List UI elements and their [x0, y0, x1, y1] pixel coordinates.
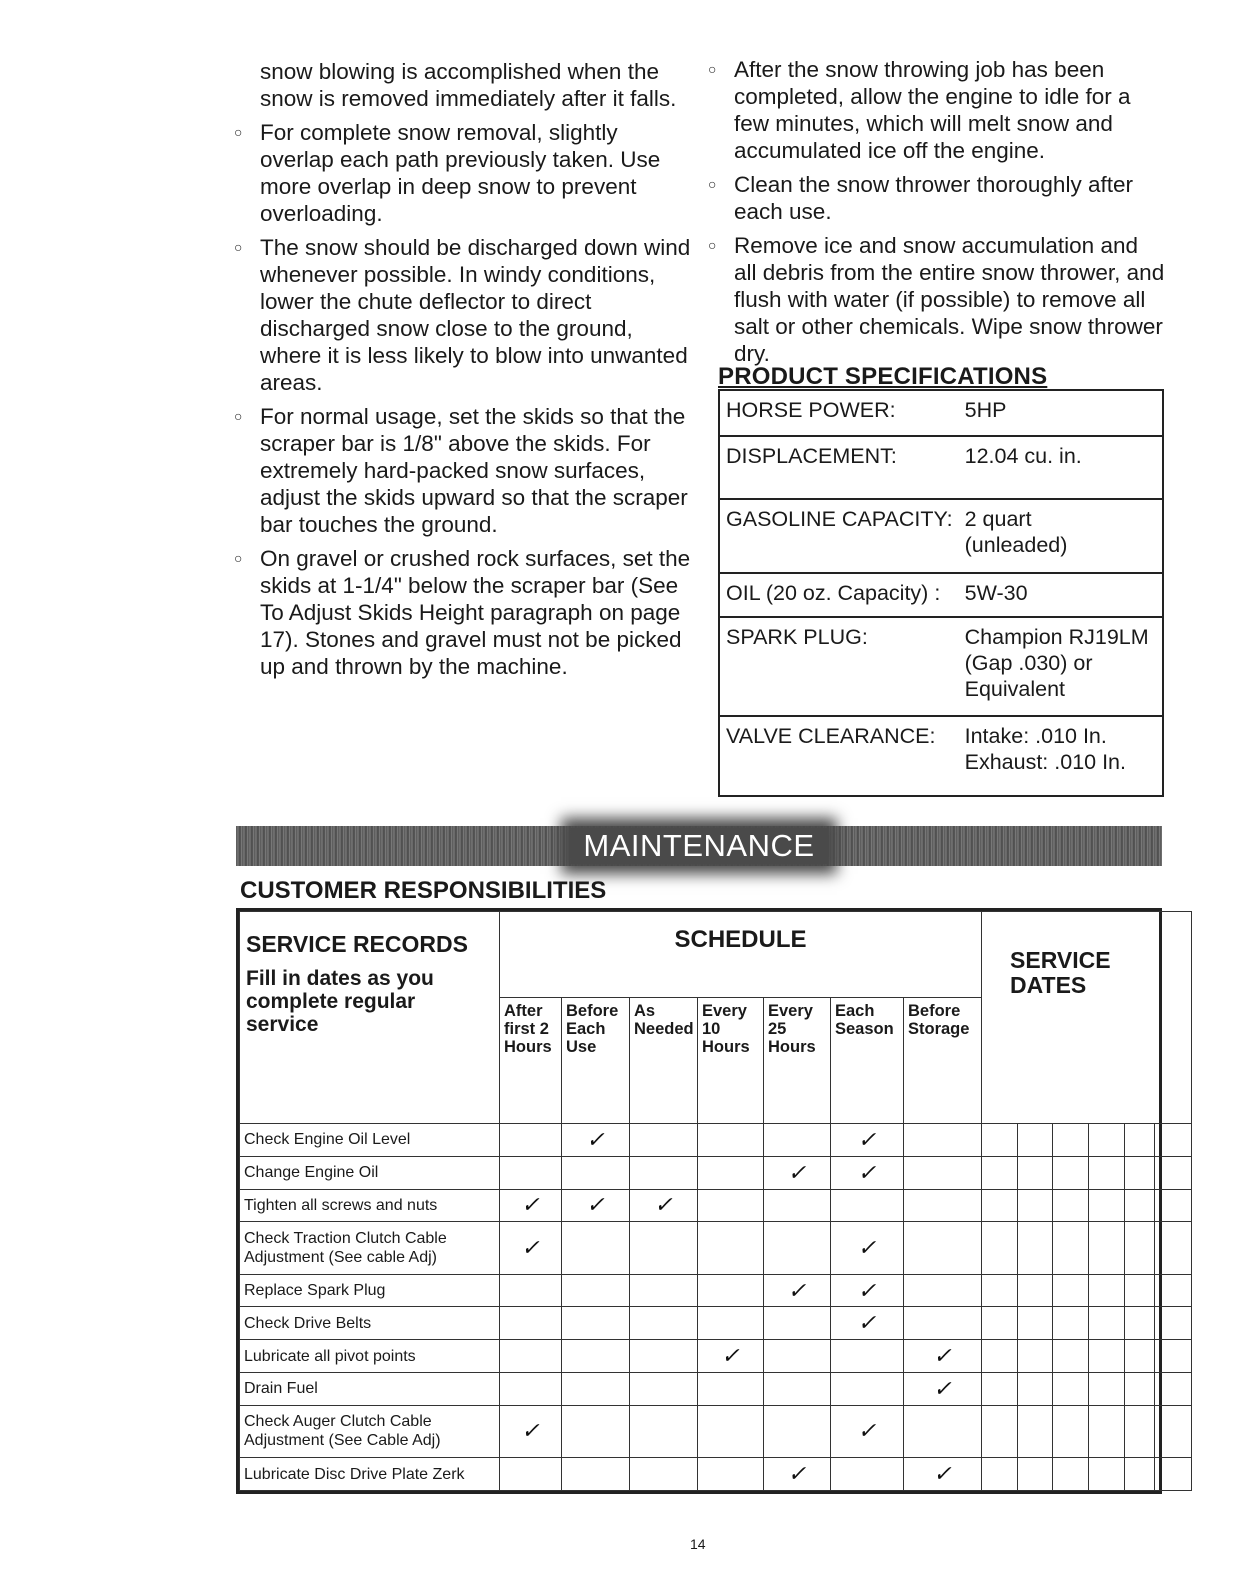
schedule-column-header [500, 998, 562, 1124]
service-date-cell[interactable] [1155, 1156, 1192, 1189]
customer-responsibilities-heading: CUSTOMER RESPONSIBILITIES [240, 877, 607, 904]
service-date-cell[interactable] [1053, 1307, 1089, 1340]
schedule-cell [500, 1458, 562, 1491]
task-name: Change Engine Oil [240, 1156, 500, 1189]
service-date-cell[interactable] [1089, 1124, 1125, 1157]
schedule-cell [562, 1222, 630, 1274]
schedule-column-label: Before Storage [908, 1002, 970, 1038]
schedule-cell [764, 1222, 831, 1274]
paragraph-text: snow blowing is accomplished when the snow is removed immediately after it falls. [260, 59, 677, 111]
service-date-cell[interactable] [1155, 1373, 1192, 1406]
service-date-cell[interactable] [1125, 1124, 1155, 1157]
schedule-cell [562, 1274, 630, 1307]
schedule-cell [831, 1189, 904, 1222]
service-date-cell[interactable] [1053, 1340, 1089, 1373]
spec-row [719, 436, 1163, 498]
table-row [240, 1458, 1192, 1491]
schedule-cell [831, 1458, 904, 1491]
service-date-cell[interactable] [1089, 1222, 1125, 1274]
spec-value: 2 quart [964, 506, 1032, 531]
service-date-cell[interactable] [1018, 1373, 1053, 1406]
product-specifications-heading: PRODUCT SPECIFICATIONS [718, 363, 1048, 390]
spec-row [719, 573, 1163, 617]
schedule-cell [500, 1340, 562, 1373]
task-name: Replace Spark Plug [240, 1274, 500, 1307]
service-date-cell[interactable] [1155, 1405, 1192, 1457]
bullet-icon [234, 545, 242, 572]
schedule-cell [562, 1373, 630, 1406]
service-date-cell[interactable] [982, 1340, 1018, 1373]
service-date-cell[interactable] [1155, 1222, 1192, 1274]
service-date-cell[interactable] [982, 1307, 1018, 1340]
schedule-column-header [698, 998, 764, 1124]
table-row [240, 1222, 1192, 1274]
service-date-cell[interactable] [1018, 1156, 1053, 1189]
schedule-cell [630, 1156, 698, 1189]
spec-label: OIL (20 oz. Capacity) : [719, 573, 959, 617]
spec-value-cell [959, 617, 1163, 715]
schedule-cell [831, 1340, 904, 1373]
task-name: Drain Fuel [240, 1373, 500, 1406]
check-mark-icon: ✓ [904, 1373, 982, 1406]
maintenance-banner-title: MAINTENANCE [571, 828, 826, 864]
schedule-cell [764, 1189, 831, 1222]
schedule-cell [904, 1189, 982, 1222]
service-records-instructions: Fill in dates as you complete regular service [246, 967, 434, 1036]
check-mark-icon: ✓ [500, 1222, 562, 1274]
spec-row [719, 499, 1163, 573]
check-mark-icon: ✓ [831, 1156, 904, 1189]
service-date-cell[interactable] [1053, 1458, 1089, 1491]
schedule-cell [630, 1307, 698, 1340]
spec-row [719, 390, 1163, 436]
service-date-cell[interactable] [982, 1189, 1018, 1222]
service-date-cell[interactable] [1155, 1189, 1192, 1222]
schedule-cell [698, 1405, 764, 1457]
paragraph [232, 403, 692, 538]
task-name: Check Traction Clutch Cable Adjustment (See cable Adj) [240, 1222, 500, 1274]
paragraph [706, 171, 1166, 225]
service-date-cell[interactable] [1155, 1307, 1192, 1340]
schedule-cell [500, 1307, 562, 1340]
schedule-cell [562, 1340, 630, 1373]
check-mark-icon: ✓ [562, 1189, 630, 1222]
spec-value: 5W-30 [964, 580, 1028, 605]
product-specifications-table [718, 389, 1164, 797]
service-date-cell[interactable] [1053, 1405, 1089, 1457]
schedule-cell [562, 1307, 630, 1340]
table-row [240, 1340, 1192, 1373]
service-date-cell[interactable] [1089, 1274, 1125, 1307]
schedule-cell [562, 1405, 630, 1457]
service-date-cell[interactable] [1125, 1222, 1155, 1274]
schedule-cell [562, 1156, 630, 1189]
table-row [240, 1405, 1192, 1457]
service-records-title: SERVICE RECORDS [246, 931, 468, 957]
schedule-cell [630, 1222, 698, 1274]
spec-label: SPARK PLUG: [719, 617, 959, 715]
bullet-icon [708, 232, 716, 259]
service-date-cell[interactable] [1155, 1274, 1192, 1307]
service-dates-title: SERVICE DATES [982, 912, 1192, 1124]
check-mark-icon: ✓ [698, 1340, 764, 1373]
service-date-cell[interactable] [1089, 1373, 1125, 1406]
service-date-cell[interactable] [1053, 1189, 1089, 1222]
service-date-cell[interactable] [1125, 1189, 1155, 1222]
service-date-cell[interactable] [982, 1222, 1018, 1274]
schedule-cell [698, 1373, 764, 1406]
schedule-column-label: Before Each Use [566, 1002, 619, 1056]
schedule-cell [698, 1274, 764, 1307]
service-date-cell[interactable] [1089, 1307, 1125, 1340]
service-date-cell[interactable] [1125, 1340, 1155, 1373]
schedule-column-label: As Needed [634, 1002, 694, 1038]
service-date-cell[interactable] [1018, 1458, 1053, 1491]
service-date-cell[interactable] [1018, 1124, 1053, 1157]
schedule-cell [630, 1458, 698, 1491]
bullet-icon [234, 403, 242, 430]
paragraph [232, 119, 692, 227]
table-row [240, 1189, 1192, 1222]
schedule-cell [764, 1307, 831, 1340]
schedule-cell [698, 1458, 764, 1491]
task-name: Tighten all screws and nuts [240, 1189, 500, 1222]
bullet-icon [234, 119, 242, 146]
service-date-cell[interactable] [982, 1124, 1018, 1157]
spec-value-cell [959, 499, 1163, 573]
spec-label: DISPLACEMENT: [719, 436, 959, 498]
table-row [240, 1373, 1192, 1406]
spec-value: 12.04 cu. in. [964, 444, 1082, 469]
paragraph-text: For normal usage, set the skids so that the scraper bar is 1/8" above the skids. For extremely hard-packed snow surfaces, adjust the skids upward so that the scraper bar touches the ground. [260, 404, 688, 537]
service-date-cell[interactable] [1089, 1458, 1125, 1491]
service-date-cell[interactable] [982, 1274, 1018, 1307]
schedule-cell [831, 1373, 904, 1406]
schedule-column-header [904, 998, 982, 1124]
schedule-column-label: Each Season [835, 1002, 894, 1038]
bullet-icon [708, 171, 716, 198]
schedule-column-header [562, 998, 630, 1124]
service-date-cell[interactable] [1155, 1124, 1192, 1157]
service-date-cell[interactable] [1053, 1373, 1089, 1406]
paragraph-text: Clean the snow thrower thoroughly after each use. [734, 172, 1133, 224]
maintenance-schedule-table [236, 908, 1162, 1494]
table-row [240, 1124, 1192, 1157]
spec-value: Intake: .010 In. [964, 723, 1107, 748]
spec-value-cell [959, 436, 1163, 498]
task-name: Lubricate all pivot points [240, 1340, 500, 1373]
spec-label: GASOLINE CAPACITY: [719, 499, 959, 573]
service-date-cell[interactable] [1089, 1340, 1125, 1373]
service-date-cell[interactable] [1053, 1222, 1089, 1274]
right-text-column [706, 56, 1166, 374]
service-date-cell[interactable] [1018, 1405, 1053, 1457]
schedule-cell [698, 1222, 764, 1274]
table-row [240, 1274, 1192, 1307]
service-date-cell[interactable] [1089, 1156, 1125, 1189]
service-date-cell[interactable] [1053, 1156, 1089, 1189]
schedule-cell [500, 1124, 562, 1157]
spec-row [719, 617, 1163, 715]
check-mark-icon: ✓ [831, 1124, 904, 1157]
service-records-header [240, 912, 500, 1124]
service-date-cell[interactable] [1018, 1222, 1053, 1274]
schedule-column-label: Every 25 Hours [768, 1002, 816, 1056]
spec-value-extra: Exhaust: .010 In. [964, 749, 1126, 774]
schedule-cell [698, 1307, 764, 1340]
spec-label: HORSE POWER: [719, 390, 959, 436]
schedule-cell [500, 1373, 562, 1406]
paragraph [706, 232, 1166, 367]
spec-value-cell [959, 716, 1163, 796]
table-row [240, 1307, 1192, 1340]
schedule-cell [630, 1405, 698, 1457]
maintenance-banner [236, 826, 1162, 866]
schedule-cell [630, 1340, 698, 1373]
paragraph-text: For complete snow removal, slightly overlap each path previously taken. Use more overlap in deep snow to prevent overloading. [260, 120, 661, 226]
check-mark-icon: ✓ [831, 1222, 904, 1274]
schedule-column-header [831, 998, 904, 1124]
schedule-cell [500, 1274, 562, 1307]
bullet-icon [708, 56, 716, 83]
paragraph-text: On gravel or crushed rock surfaces, set the skids at 1-1/4" below the scraper bar (See To Adjust Skids Height paragraph on page 17). Stones and gravel must not be picked up and thrown by the machine. [260, 546, 691, 679]
schedule-column-header [630, 998, 698, 1124]
schedule-cell [904, 1307, 982, 1340]
schedule-cell [630, 1124, 698, 1157]
schedule-cell [904, 1405, 982, 1457]
check-mark-icon: ✓ [831, 1274, 904, 1307]
paragraph [232, 234, 692, 396]
service-date-cell[interactable] [1018, 1274, 1053, 1307]
service-date-cell[interactable] [1155, 1458, 1192, 1491]
check-mark-icon: ✓ [831, 1405, 904, 1457]
schedule-cell [562, 1458, 630, 1491]
schedule-column-label: Every 10 Hours [702, 1002, 750, 1056]
table-row [240, 1156, 1192, 1189]
task-name: Check Auger Clutch Cable Adjustment (See Cable Adj) [240, 1405, 500, 1457]
service-date-cell[interactable] [1089, 1189, 1125, 1222]
check-mark-icon: ✓ [764, 1458, 831, 1491]
schedule-cell [500, 1156, 562, 1189]
paragraph [232, 58, 692, 112]
schedule-column-label: After first 2 Hours [504, 1002, 552, 1056]
service-date-cell[interactable] [1125, 1458, 1155, 1491]
schedule-cell [630, 1274, 698, 1307]
service-date-cell[interactable] [982, 1405, 1018, 1457]
spec-value-extra: (unleaded) [964, 532, 1068, 557]
paragraph [232, 545, 692, 680]
spec-row [719, 716, 1163, 796]
service-date-cell[interactable] [1125, 1373, 1155, 1406]
schedule-cell [764, 1373, 831, 1406]
check-mark-icon: ✓ [500, 1405, 562, 1457]
service-date-cell[interactable] [1125, 1405, 1155, 1457]
paragraph-text: The snow should be discharged down wind whenever possible. In windy conditions, lower the chute deflector to direct discharged snow close to the ground, where it is less likely to blow into unwanted areas. [260, 235, 691, 395]
spec-label: VALVE CLEARANCE: [719, 716, 959, 796]
task-name: Lubricate Disc Drive Plate Zerk [240, 1458, 500, 1491]
service-date-cell[interactable] [1018, 1189, 1053, 1222]
check-mark-icon: ✓ [764, 1274, 831, 1307]
schedule-cell [904, 1156, 982, 1189]
service-date-cell[interactable] [1125, 1307, 1155, 1340]
schedule-cell [764, 1124, 831, 1157]
service-date-cell[interactable] [982, 1373, 1018, 1406]
check-mark-icon: ✓ [562, 1124, 630, 1157]
schedule-cell [764, 1405, 831, 1457]
schedule-cell [904, 1124, 982, 1157]
spec-value: Champion RJ19LM [964, 625, 1149, 650]
bullet-icon [234, 234, 242, 261]
service-date-cell[interactable] [1053, 1124, 1089, 1157]
check-mark-icon: ✓ [630, 1189, 698, 1222]
schedule-cell [698, 1124, 764, 1157]
service-date-cell[interactable] [1125, 1274, 1155, 1307]
check-mark-icon: ✓ [831, 1307, 904, 1340]
check-mark-icon: ✓ [500, 1189, 562, 1222]
paragraph-text: Remove ice and snow accumulation and all debris from the entire snow thrower, and flush with water (if possible) to remove all salt or other chemicals. Wipe snow thrower dry. [734, 233, 1165, 366]
service-date-cell[interactable] [1089, 1405, 1125, 1457]
schedule-title: SCHEDULE [500, 912, 982, 998]
service-date-cell[interactable] [1018, 1340, 1053, 1373]
spec-value: 5HP [964, 398, 1007, 422]
service-date-cell[interactable] [982, 1156, 1018, 1189]
spec-value-extra: (Gap .030) or Equivalent [964, 651, 1093, 702]
schedule-cell [698, 1189, 764, 1222]
check-mark-icon: ✓ [764, 1156, 831, 1189]
service-date-cell[interactable] [1125, 1156, 1155, 1189]
schedule-cell [904, 1274, 982, 1307]
schedule-cell [630, 1373, 698, 1406]
check-mark-icon: ✓ [904, 1458, 982, 1491]
service-date-cell[interactable] [1053, 1274, 1089, 1307]
schedule-cell [764, 1340, 831, 1373]
service-date-cell[interactable] [1155, 1340, 1192, 1373]
check-mark-icon: ✓ [904, 1340, 982, 1373]
paragraph [706, 56, 1166, 164]
task-name: Check Engine Oil Level [240, 1124, 500, 1157]
schedule-cell [698, 1156, 764, 1189]
task-name: Check Drive Belts [240, 1307, 500, 1340]
schedule-cell [904, 1222, 982, 1274]
page-number: 14 [690, 1536, 706, 1552]
left-text-column [232, 58, 692, 687]
spec-value-cell [959, 573, 1163, 617]
spec-value-cell [959, 390, 1163, 436]
schedule-column-header [764, 998, 831, 1124]
service-date-cell[interactable] [982, 1458, 1018, 1491]
service-date-cell[interactable] [1018, 1307, 1053, 1340]
paragraph-text: After the snow throwing job has been completed, allow the engine to idle for a few minutes, which will melt snow and accumulated ice off the engine. [734, 57, 1131, 163]
